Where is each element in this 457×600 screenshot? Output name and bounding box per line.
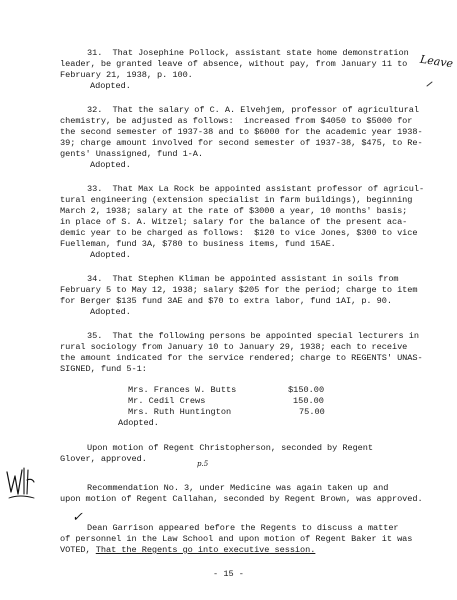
item-35-line-4: SIGNED, fund 5-1:: [60, 364, 147, 374]
item-34-line-3: for Berger $135 fund 3AE and $70 to extra labor, fund 1AI, p. 90.: [60, 296, 392, 306]
lecturer-amount: $150.00: [288, 385, 325, 395]
item-35-line-1: 35. That the following persons be appointed special lecturers in: [87, 331, 419, 341]
lecturer-name: Mrs. Frances W. Butts: [128, 385, 237, 395]
item-32-line-4: 39; charge amount involved for second semester of 1937-38, $475, to Re-: [60, 138, 423, 148]
item-35-adopted: Adopted.: [118, 418, 159, 428]
motion-3-line-3: [60, 545, 315, 556]
motion-1-line-1: Upon motion of Regent Christopherson, seconded by Regent: [87, 443, 373, 453]
lecturer-name: Mrs. Ruth Huntington: [128, 407, 232, 417]
lecturer-name: Mr. Cedil Crews: [128, 396, 206, 406]
item-31-line-2: leader, be granted leave of absence, without pay, from January 11 to: [60, 59, 408, 69]
item-33-line-4: in place of S. A. Witzel; salary for the balance of the present aca-: [60, 217, 408, 227]
handwritten-leave-note: Leave: [419, 52, 454, 71]
handwritten-initials-scribble: [4, 464, 38, 504]
motion-2-line-2: upon motion of Regent Callahan, seconded by Regent Brown, was approved.: [60, 494, 423, 504]
item-33-line-6: Fuelleman, fund 3A, $780 to business items, fund 15AE.: [60, 239, 336, 249]
motion-3-line-2: of personnel in the Law School and upon motion of Regent Baker it was: [60, 534, 413, 544]
item-31-adopted: Adopted.: [90, 81, 131, 91]
motion-1-line-2: Glover, approved.: [60, 454, 147, 464]
item-32-adopted: Adopted.: [90, 160, 131, 170]
item-34-adopted: Adopted.: [90, 307, 131, 317]
item-32-line-1: 32. That the salary of C. A. Elvehjem, professor of agricultural: [87, 105, 419, 115]
motion-2-line-1: Recommendation No. 3, under Medicine was again taken up and: [87, 483, 389, 493]
pencil-mark-icon: [426, 80, 434, 88]
item-32-line-2: chemistry, be adjusted as follows: increased from $4050 to $5000 for: [60, 116, 413, 126]
item-31-line-3: February 21, 1938, p. 100.: [60, 70, 193, 80]
motion-3-line-1: Dean Garrison appeared before the Regents to discuss a matter: [87, 523, 399, 533]
item-32-line-3: the second semester of 1937-38 and to $6000 for the academic year 1938-: [60, 127, 423, 137]
item-33-line-1: 33. That Max La Rock be appointed assistant professor of agricul-: [87, 184, 425, 194]
handwritten-page-ref: p.5: [197, 460, 209, 468]
item-35-line-2: rural sociology from January 10 to January 29, 1938; each to receive: [60, 342, 408, 352]
item-33-line-3: March 2, 1938; salary at the rate of $3000 a year, 10 months' basis;: [60, 206, 408, 216]
item-33-line-5: demic year to be charged as follows: $120 to vice Jones, $300 to vice: [60, 228, 418, 238]
item-33-line-2: tural engineering (extension specialist in farm buildings), beginning: [60, 195, 413, 205]
lecturer-amount: 150.00: [293, 396, 324, 406]
item-33-adopted: Adopted.: [90, 250, 131, 260]
item-35-line-3: the amount indicated for the service rendered; charge to REGENTS' UNAS-: [60, 353, 423, 363]
page-number: - 15 -: [213, 569, 244, 579]
executive-session-resolution: That the Regents go into executive session.: [95, 545, 316, 555]
voted-label: VOTED,: [60, 545, 96, 555]
item-31-line-1: 31. That Josephine Pollock, assistant state home demonstration: [87, 48, 409, 58]
item-34-line-1: 34. That Stephen Kliman be appointed assistant in soils from: [87, 274, 399, 284]
handwritten-checkmark: ✓: [72, 510, 83, 525]
lecturer-amount: 75.00: [299, 407, 325, 417]
item-32-line-5: gents' Unassigned, fund 1-A.: [60, 149, 203, 159]
item-34-line-2: February 5 to May 12, 1938; salary $205 for the period; charge to item: [60, 285, 418, 295]
